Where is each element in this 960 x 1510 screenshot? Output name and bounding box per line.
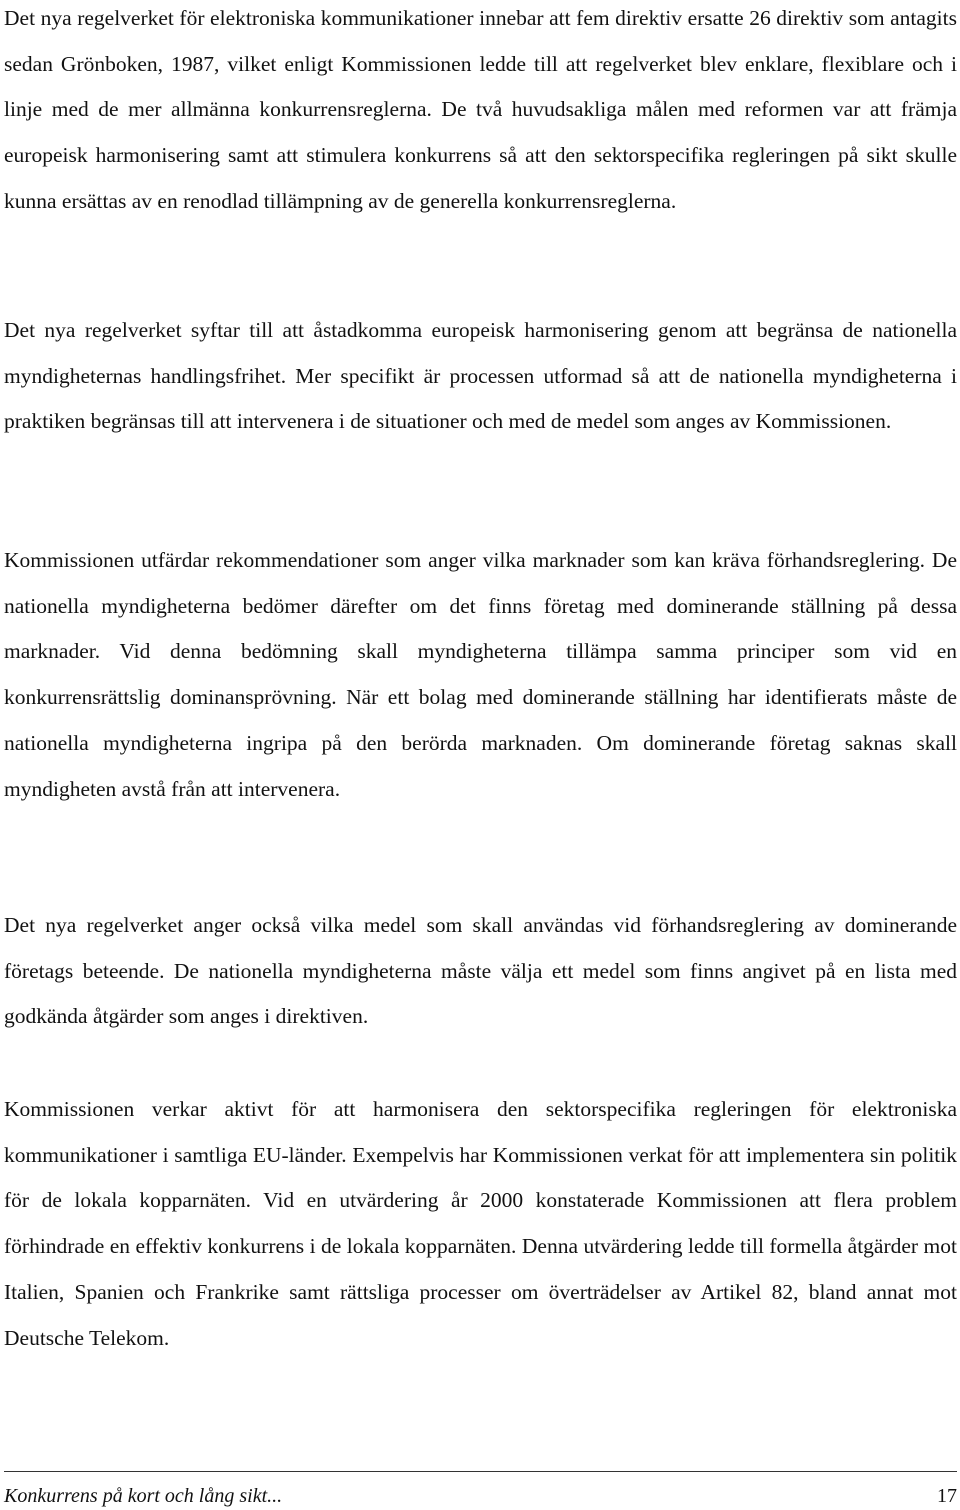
footer-divider [4, 1471, 957, 1472]
document-page [4, 0, 957, 1510]
footer-title: Konkurrens på kort och lång sikt... [4, 1485, 283, 1507]
paragraph-4: Det nya regelverket anger också vilka medel som skall användas vid förhandsreglering av dominerande företags beteende. De nationella myndigheterna måste välja ett medel som finns angivet på en lista med godkända åtgärder som anges i direktiven. [4, 913, 957, 1029]
paragraph-5: Kommissionen verkar aktivt för att harmonisera den sektorspecifika regleringen för elektroniska kommunikationer i samtliga EU-länder. Exempelvis har Kommissionen verkat för att implementera sin politik för de lokala kopparnäten. Vid en utvärdering år 2000 konstaterade Kommissionen att flera problem förhindrade en effektiv konkurrens i de lokala kopparnäten. Denna utvärdering ledde till formella åtgärder mot Italien, Spanien och Frankrike samt rättsliga processer om överträdelser av Artikel 82, bland annat mot Deutsche Telekom. [4, 1097, 957, 1350]
paragraph-2: Det nya regelverket syftar till att åstadkomma europeisk harmonisering genom att begränsa de nationella myndigheternas handlingsfrihet. Mer specifikt är processen utformad så att de nationella myndigheterna i praktiken begränsas till att intervenera i de situationer och med de medel som anges av Kommissionen. [4, 318, 957, 434]
paragraph-3: Kommissionen utfärdar rekommendationer som anger vilka marknader som kan kräva förhandsreglering. De nationella myndigheterna bedömer därefter om det finns företag med dominerande ställning på dessa marknader. Vid denna bedömning skall myndigheterna tillämpa samma principer som vid en konkurrensrättslig dominansprövning. När ett bolag med dominerande ställning har identifierats måste de nationella myndigheterna ingripa på den berörda marknaden. Om dominerande företag saknas skall myndigheten avstå från att intervenera. [4, 548, 957, 801]
paragraph-1: Det nya regelverket för elektroniska kommunikationer innebar att fem direktiv ersatte 26 direktiv som antagits sedan Grönboken, 1987, vilket enligt Kommissionen ledde till att regelverket blev enklare, flexiblare och i linje med de mer allmänna konkurrensreglerna. De två huvudsakliga målen med reformen var att främja europeisk harmonisering samt att stimulera konkurrens så att den sektorspecifika regleringen på sikt skulle kunna ersättas av en renodlad tillämpning av de generella konkurrensreglerna. [4, 6, 957, 213]
page-number: 17 [937, 1485, 957, 1507]
page-footer [4, 1483, 957, 1509]
